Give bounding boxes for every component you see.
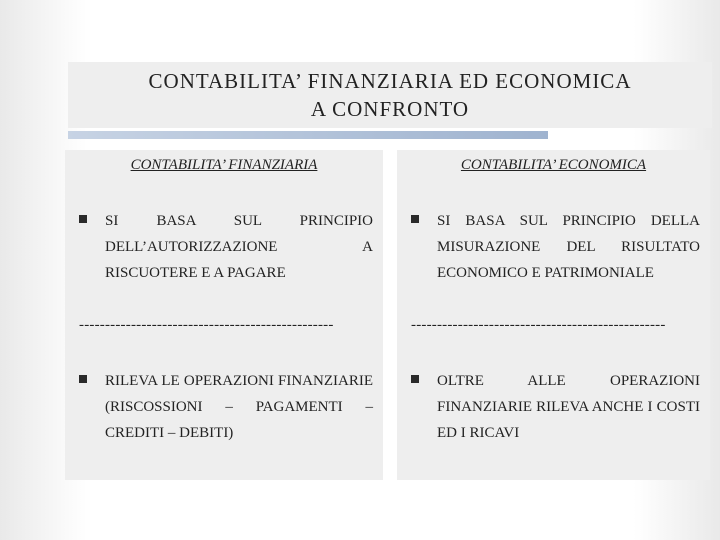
- title-line-2: A CONFRONTO: [310, 97, 470, 121]
- left-separator: -------------------------------------------------: [79, 317, 334, 333]
- square-bullet-icon: [79, 215, 87, 223]
- square-bullet-icon: [411, 215, 419, 223]
- right-column-economic: [397, 150, 710, 480]
- left-column-financial: [65, 150, 383, 480]
- right-separator: -------------------------------------------------: [411, 317, 666, 333]
- right-item-2-text: OLTRE ALLE OPERAZIONI FINANZIARIE RILEVA ANCHE I COSTI ED I RICAVI: [437, 373, 700, 441]
- left-list-item-1: [79, 208, 373, 286]
- square-bullet-icon: [79, 375, 87, 383]
- title-underline-bar: [68, 131, 548, 139]
- left-column-heading: CONTABILITA’ FINANZIARIA: [130, 157, 318, 173]
- left-item-2-text: RILEVA LE OPERAZIONI FINANZIARIE (RISCOSSIONI – PAGAMENTI – CREDITI – DEBITI): [105, 373, 373, 441]
- left-item-1-text: SI BASA SUL PRINCIPIO DELL’AUTORIZZAZIONE A RISCUOTERE E A PAGARE: [105, 213, 373, 281]
- right-item-1-text: SI BASA SUL PRINCIPIO DELLA MISURAZIONE DEL RISULTATO ECONOMICO E PATRIMONIALE: [437, 213, 700, 281]
- square-bullet-icon: [411, 375, 419, 383]
- left-list-item-2: [79, 368, 373, 446]
- right-list-item-2: [411, 368, 700, 446]
- right-column-heading: CONTABILITA’ ECONOMICA: [460, 157, 647, 173]
- title-line-1: CONTABILITA’ FINANZIARIA ED ECONOMICA: [148, 69, 632, 93]
- slide-title: [68, 62, 712, 128]
- right-list-item-1: [411, 208, 700, 286]
